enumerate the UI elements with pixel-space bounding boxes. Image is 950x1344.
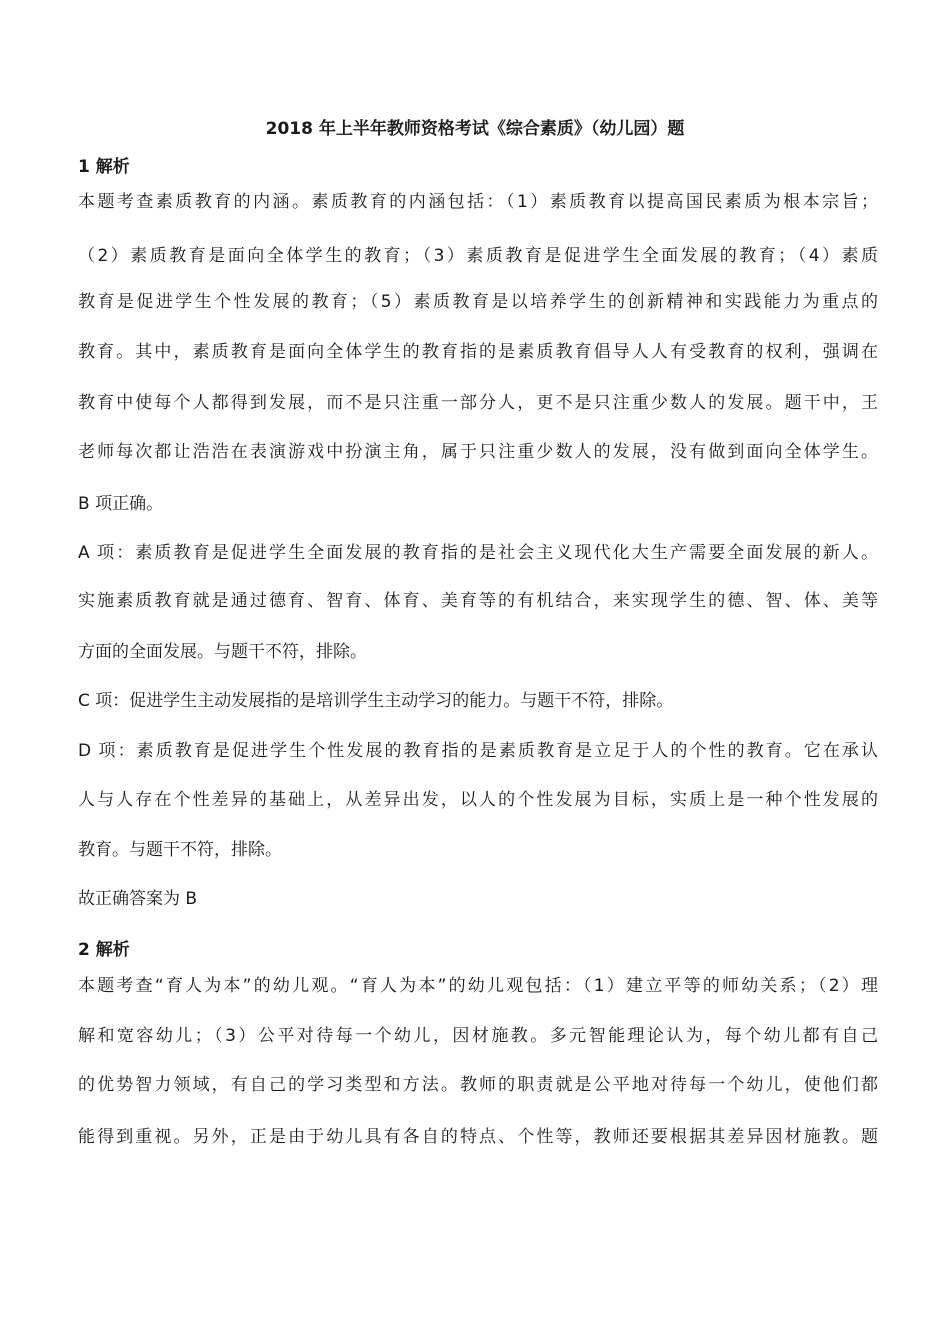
paragraph-line: 老师每次都让浩浩在表演游戏中扮演主角，属于只注重少数人的发展，没有做到面向全体学生。 (78, 442, 878, 462)
paragraph-line: 解和宽容幼儿；（3）公平对待每一个幼儿，因材施教。多元智能理论认为，每个幼儿都有自己 (78, 1026, 878, 1046)
section-heading: 1 解析 (78, 157, 130, 177)
paragraph-line: 能得到重视。另外，正是由于幼儿具有各自的特点、个性等，教师还要根据其差异因材施教。题 (78, 1127, 878, 1147)
paragraph-line: 教育。其中，素质教育是面向全体学生的教育指的是素质教育倡导人人有受教育的权利，强调在 (78, 342, 878, 362)
paragraph-line: A 项：素质教育是促进学生全面发展的教育指的是社会主义现代化大生产需要全面发展的新人。 (78, 543, 878, 563)
paragraph-line: 本题考查素质教育的内涵。素质教育的内涵包括：（1）素质教育以提高国民素质为根本宗旨； (78, 192, 878, 212)
paragraph-line: D 项：素质教育是促进学生个性发展的教育指的是素质教育是立足于人的个性的教育。它在承认 (78, 741, 878, 761)
paragraph-line: （2）素质教育是面向全体学生的教育；（3）素质教育是促进学生全面发展的教育；（4）素质 (78, 246, 878, 266)
paragraph-line: 故正确答案为 B (78, 889, 198, 909)
paragraph-line: 实施素质教育就是通过德育、智育、体育、美育等的有机结合，来实现学生的德、智、体、美等 (78, 591, 878, 611)
paragraph-line: 教育。与题干不符，排除。 (78, 840, 282, 860)
section-heading: 2 解析 (78, 940, 130, 960)
paragraph-line: B 项正确。 (78, 494, 164, 514)
document-title: 2018 年上半年教师资格考试《综合素质》（幼儿园）题 (265, 119, 685, 139)
paragraph-line: 的优势智力领域，有自己的学习类型和方法。教师的职责就是公平地对待每一个幼儿，使他们都 (78, 1075, 878, 1095)
paragraph-line: 人与人存在个性差异的基础上，从差异出发，以人的个性发展为目标，实质上是一种个性发展的 (78, 790, 878, 810)
paragraph-line: 方面的全面发展。与题干不符，排除。 (78, 642, 367, 662)
paragraph-line: 教育中使每个人都得到发展，而不是只注重一部分人，更不是只注重少数人的发展。题干中，王 (78, 393, 878, 413)
paragraph-line: 教育是促进学生个性发展的教育；（5）素质教育是以培养学生的创新精神和实践能力为重点的 (78, 292, 878, 312)
paragraph-line: C 项：促进学生主动发展指的是培训学生主动学习的能力。与题干不符，排除。 (78, 691, 674, 711)
paragraph-line: 本题考查“育人为本”的幼儿观。“育人为本”的幼儿观包括：（1）建立平等的师幼关系；（2）理 (78, 976, 878, 996)
